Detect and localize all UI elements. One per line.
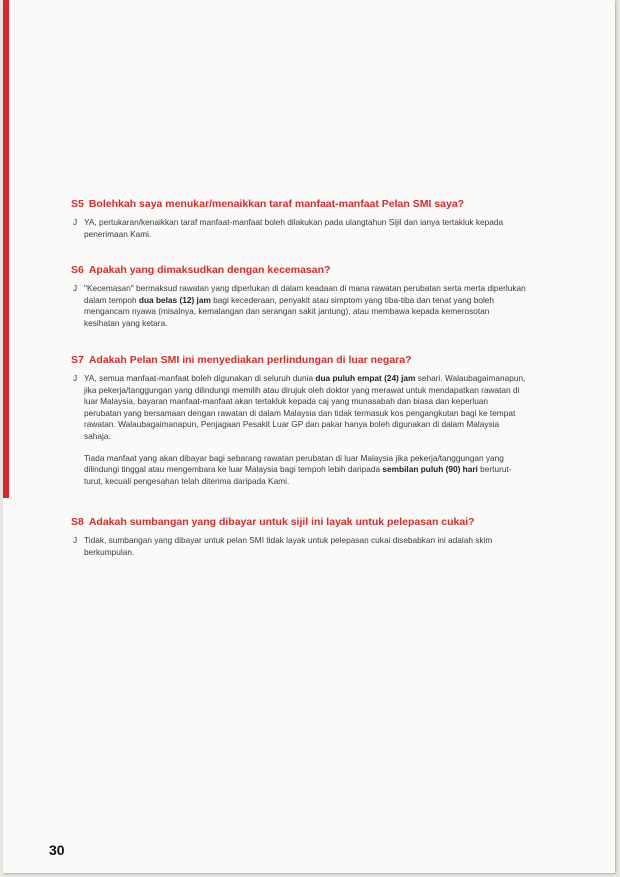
question-s7: S7 Adakah Pelan SMI ini menyediakan perlindungan di luar negara? xyxy=(71,354,412,366)
faq-s8 xyxy=(71,516,526,568)
answer-s5: J YA, pertukaran/kenaikkan taraf manfaat-manfaat boleh dilakukan pada ulangtahun Sijil dan ianya tertakluk kepada penerimaan Kami. xyxy=(73,217,504,239)
answer-s8: J Tidak, sumbangan yang dibayar untuk pelan SMI tidak layak untuk pelepasan cukai disebabkan ini adalah skim berkumpulan. xyxy=(73,535,493,557)
answer-s6: J "Kecemasan" bermaksud rawatan yang diperlukan di dalam keadaan di mana rawatan perubatan serta merta diperlukan dalam tempoh dua belas (12) jam bagi kecederaan, penyakit atau simptom yang tiba-tiba dan tenat yang boleh mengancam nyawa (misalnya, kemalangan dan serangan sakit jantung), atau membawa kepada kemerosotan kesihatan yang ketara. xyxy=(73,283,526,328)
red-margin-bar xyxy=(3,0,9,498)
faq-s6 xyxy=(71,264,526,339)
answer-s7-paragraph-2: Tiada manfaat yang akan dibayar bagi sebarang rawatan perubatan di luar Malaysia jika pekerja/tanggungan yang dilindungi tinggal atau mengembara ke luar Malaysia bagi tempoh lebih daripada sembilan puluh (90) hari berturut-turut, kecuali pengesahan telah diterima daripada Kami. xyxy=(84,452,512,486)
answer-s7 xyxy=(71,373,526,487)
answer-marker: J xyxy=(73,217,78,227)
question-s8: S8 Adakah sumbangan yang dibayar untuk sijil ini layak untuk pelepasan cukai? xyxy=(71,516,475,528)
question-s6: S6 Apakah yang dimaksudkan dengan kecemasan? xyxy=(71,264,331,276)
faq-s5 xyxy=(71,198,526,250)
answer-marker: J xyxy=(73,373,78,383)
answer-marker: J xyxy=(73,535,78,545)
page-number: 30 xyxy=(49,842,65,858)
faq-s7 xyxy=(71,354,526,497)
document-page xyxy=(3,0,615,873)
answer-s7-paragraph-1: YA, semua manfaat-manfaat boleh digunakan di seluruh dunia dua puluh empat (24) jam sehari. Walaubagaimanapun, jika pekerja/tanggungan yang dilindungi memilih atau dirujuk oleh doktor yang merawat untuk mendapatkan rawatan di luar Malaysia, bayaran manfaat-manfaat akan tertakluk kepada caj yang munasabah dan biasa dan keperluan perubatan yang bersamaan dengan rawatan di dalam Malaysia dan tidak termasuk kos pengangkutan bagi ke tempat rawatan. Walaubagaimanapun, Penjagaan Pesakit Luar GP dan pakar hanya boleh digunakan di dalam Malaysia sahaja. xyxy=(84,373,526,441)
question-s5: S5 Bolehkah saya menukar/menaikkan taraf manfaat-manfaat Pelan SMI saya? xyxy=(71,198,465,210)
answer-marker: J xyxy=(73,283,78,293)
